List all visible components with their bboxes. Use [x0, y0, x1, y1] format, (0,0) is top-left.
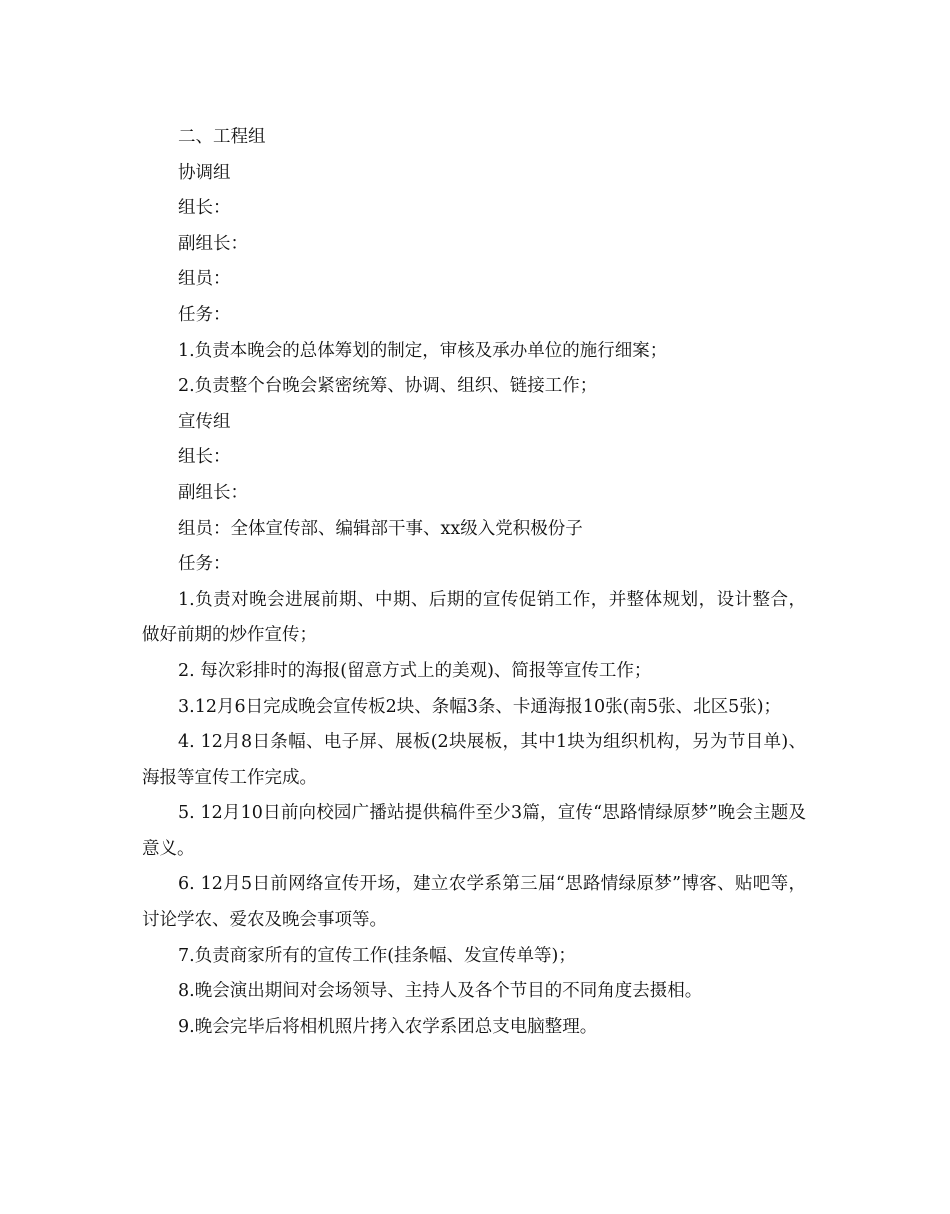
- field-leader: 组长：: [178, 198, 231, 219]
- group-heading-coordination: 协调组: [178, 162, 231, 183]
- field-deputy-leader: 副组长：: [178, 482, 248, 503]
- task-item: 2. 每次彩排时的海报(留意方式上的美观)、简报等宣传工作；: [178, 660, 652, 681]
- task-item: 2.负责整个台晚会紧密统筹、协调、组织、链接工作；: [178, 376, 598, 397]
- task-item: 8.晚会演出期间对会场领导、主持人及各个节目的不同角度去摄相。: [178, 981, 703, 1002]
- task-item: 7.负责商家所有的宣传工作(挂条幅、发宣传单等)；: [178, 945, 576, 966]
- task-item: 4. 12月8日条幅、电子屏、展板(2块展板，其中1块为组织机构，另为节目单)、海报等宣传工作完成。: [142, 732, 806, 788]
- field-tasks: 任务：: [178, 554, 231, 575]
- field-tasks: 任务：: [178, 304, 231, 325]
- task-item: 1.负责本晚会的总体筹划的制定，审核及承办单位的施行细案；: [178, 340, 668, 361]
- task-item: 6. 12月5日前网络宣传开场，建立农学系第三届“思路情绿原梦”博客、贴吧等，讨论学农、爱农及晚会事项等。: [142, 874, 806, 931]
- document-page: [142, 120, 806, 1045]
- task-item: 3.12月6日完成晚会宣传板2块、条幅3条、卡通海报10张(南5张、北区5张)；: [178, 696, 782, 717]
- group-heading-publicity: 宣传组: [178, 411, 231, 432]
- task-item: 1.负责对晚会进展前期、中期、后期的宣传促销工作，并整体规划，设计整合，做好前期的炒作宣传；: [142, 589, 806, 646]
- field-leader: 组长：: [178, 447, 231, 468]
- field-deputy-leader: 副组长：: [178, 233, 248, 254]
- task-item: 9.晚会完毕后将相机照片拷入农学系团总支电脑整理。: [178, 1016, 598, 1037]
- field-members: 组员：: [178, 269, 231, 290]
- section-heading: 二、工程组: [178, 127, 266, 147]
- task-item: 5. 12月10日前向校园广播站提供稿件至少3篇，宣传“思路情绿原梦”晚会主题及意义。: [142, 803, 806, 859]
- field-members: 组员：全体宣传部、编辑部干事、xx级入党积极份子: [178, 518, 583, 539]
